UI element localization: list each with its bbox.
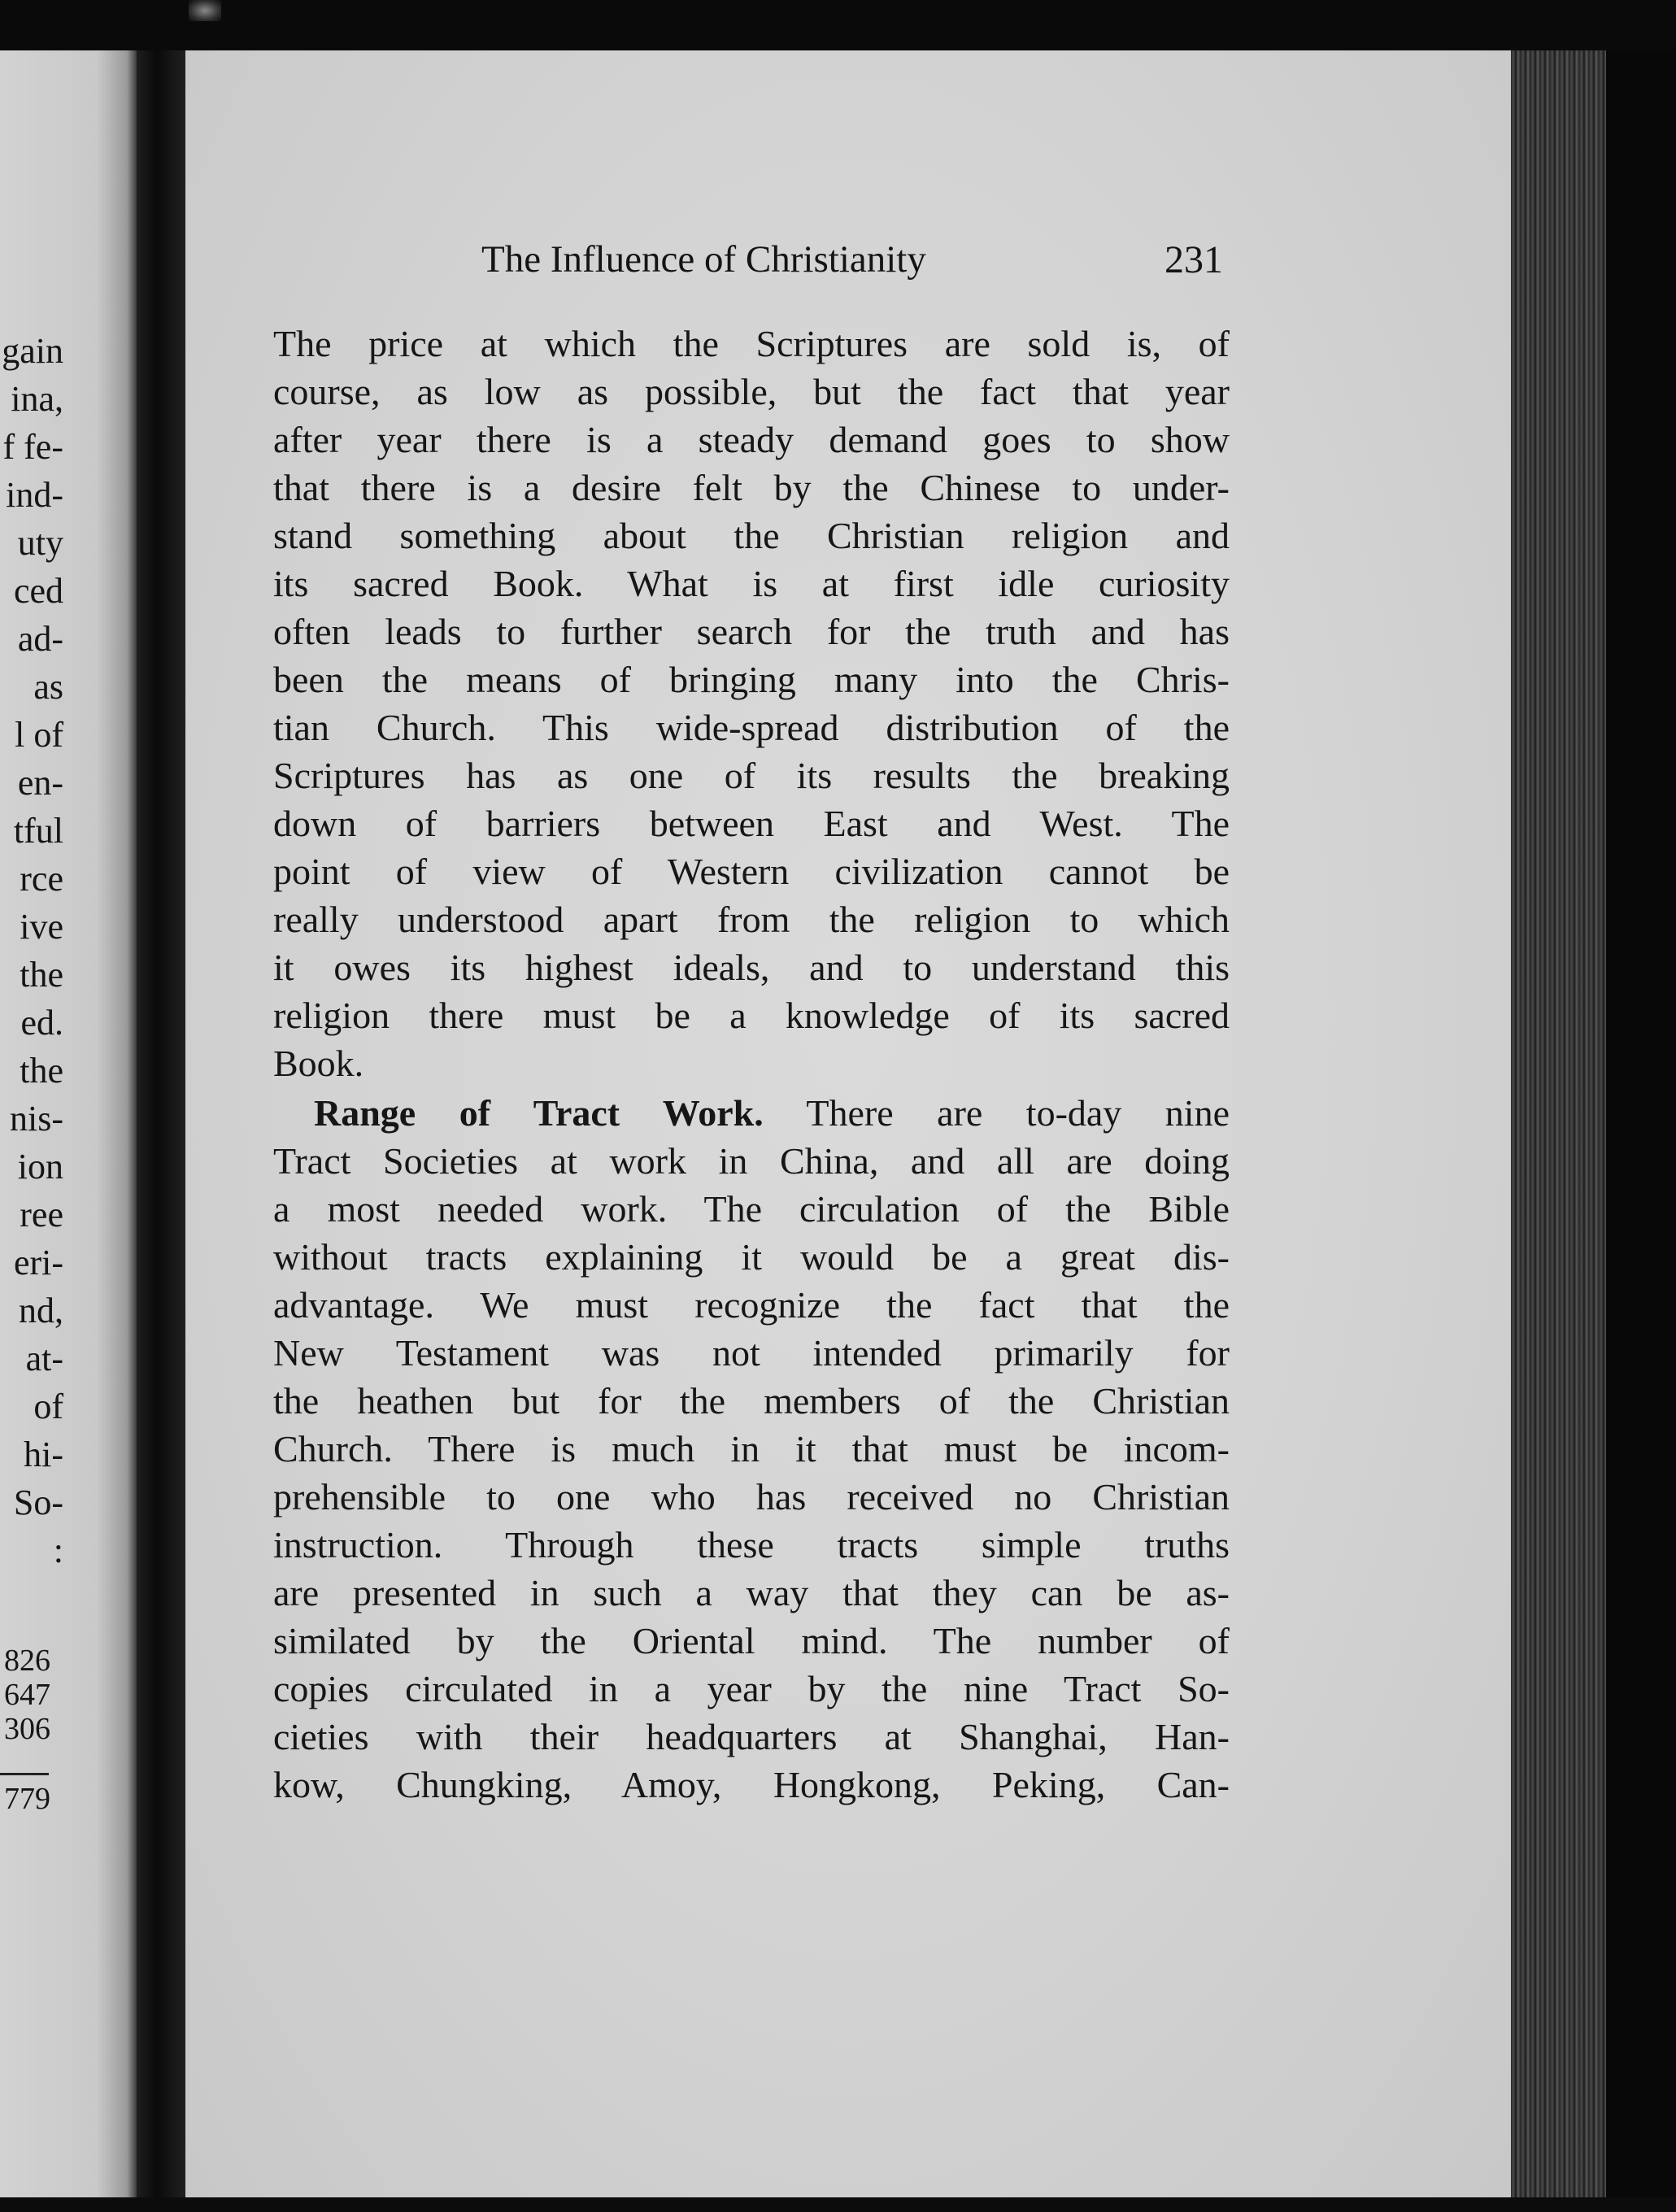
left-line-fragment: ced: [13, 571, 63, 611]
text-line: point of view of Western civilization cannot be: [273, 851, 1230, 892]
text-line: course, as low as possible, but the fact that year: [273, 371, 1230, 412]
left-page-fragment: [0, 50, 138, 2197]
text-line: its sacred Book. What is at first idle curiosity: [273, 563, 1230, 604]
left-line-fragment: as: [33, 667, 63, 707]
scan-top-border: [0, 0, 1676, 52]
text-line: cieties with their headquarters at Shanghai, Han-: [273, 1716, 1230, 1757]
left-table-number: 826: [4, 1644, 50, 1678]
left-line-fragment: ina,: [11, 379, 63, 419]
text-run: There are to-day nine: [806, 1092, 1230, 1134]
left-line-fragment: f fe-: [2, 427, 63, 467]
text-line: The price at which the Scriptures are sold is, of: [273, 323, 1230, 364]
text-line: often leads to further search for the truth and has: [273, 611, 1230, 652]
text-line: similated by the Oriental mind. The number of: [273, 1620, 1230, 1661]
running-head: The Influence of Christianity: [481, 238, 926, 281]
text-line: copies circulated in a year by the nine Tract So-: [273, 1668, 1230, 1709]
left-line-fragment: rce: [20, 859, 63, 899]
text-line: Tract Societies at work in China, and all are doing: [273, 1140, 1230, 1182]
text-line: been the means of bringing many into the Chris-: [273, 659, 1230, 700]
text-line: Church. There is much in it that must be incom-: [273, 1428, 1230, 1470]
left-line-fragment: the: [20, 1051, 63, 1091]
left-table-number: 647: [4, 1678, 50, 1712]
left-line-fragment: ed.: [20, 1003, 63, 1043]
text-line: after year there is a steady demand goes to show: [273, 419, 1230, 460]
left-line-fragment: ive: [20, 907, 63, 947]
left-line-fragment: uty: [17, 523, 63, 563]
text-line: kow, Chungking, Amoy, Hongkong, Peking, Can-: [273, 1764, 1230, 1805]
page-edges: [1511, 50, 1609, 2197]
text-line: a most needed work. The circulation of the Bible: [273, 1188, 1230, 1230]
left-table-number: 306: [4, 1712, 50, 1746]
text-line: New Testament was not intended primarily for: [273, 1332, 1230, 1374]
left-line-fragment: of: [33, 1387, 63, 1426]
left-line-fragment: eri-: [13, 1243, 63, 1282]
text-line: it owes its highest ideals, and to understand this: [273, 947, 1230, 988]
left-line-fragment: gain: [2, 331, 63, 371]
text-line: religion there must be a knowledge of its sacred: [273, 995, 1230, 1036]
left-table-rule: [0, 1773, 49, 1775]
run-in-heading: Range of Tract Work.: [314, 1092, 764, 1134]
page-number: 231: [1164, 238, 1223, 281]
text-line: instruction. Through these tracts simple truths: [273, 1524, 1230, 1565]
left-line-fragment: the: [20, 955, 63, 995]
text-line: without tracts explaining it would be a great dis-: [273, 1236, 1230, 1278]
left-line-fragment: :: [53, 1531, 63, 1570]
left-line-fragment: at-: [25, 1339, 63, 1378]
text-line: that there is a desire felt by the Chinese to under-: [273, 467, 1230, 508]
left-line-fragment: ion: [17, 1147, 63, 1187]
left-line-fragment: en-: [17, 763, 63, 803]
text-line: stand something about the Christian religion and: [273, 515, 1230, 556]
left-line-fragment: So-: [13, 1483, 63, 1522]
text-line: the heathen but for the members of the Christian: [273, 1380, 1230, 1422]
left-line-fragment: ree: [20, 1195, 63, 1234]
left-line-fragment: l of: [15, 715, 63, 755]
book-gutter: [137, 50, 187, 2197]
left-line-fragment: nis-: [10, 1099, 63, 1139]
text-line: prehensible to one who has received no Christian: [273, 1476, 1230, 1517]
text-line: advantage. We must recognize the fact that the: [273, 1284, 1230, 1326]
left-line-fragment: ind-: [6, 475, 63, 515]
left-table-number: 779: [4, 1782, 50, 1816]
text-line: are presented in such a way that they can be as-: [273, 1572, 1230, 1613]
left-line-fragment: hi-: [24, 1435, 63, 1474]
scan-right-border: [1606, 50, 1676, 2197]
text-line: down of barriers between East and West. The: [273, 803, 1230, 844]
scan-speck: [189, 0, 221, 21]
text-line: really understood apart from the religion to which: [273, 899, 1230, 940]
left-line-fragment: nd,: [19, 1291, 63, 1330]
text-line: tian Church. This wide-spread distribution of the: [273, 707, 1230, 748]
left-line-fragment: ad-: [17, 619, 63, 659]
text-line: Scriptures has as one of its results the breaking: [273, 755, 1230, 796]
left-line-fragment: tful: [13, 811, 63, 851]
text-line: Book.: [273, 1043, 364, 1084]
paragraph-first-line: [314, 1090, 1230, 1137]
